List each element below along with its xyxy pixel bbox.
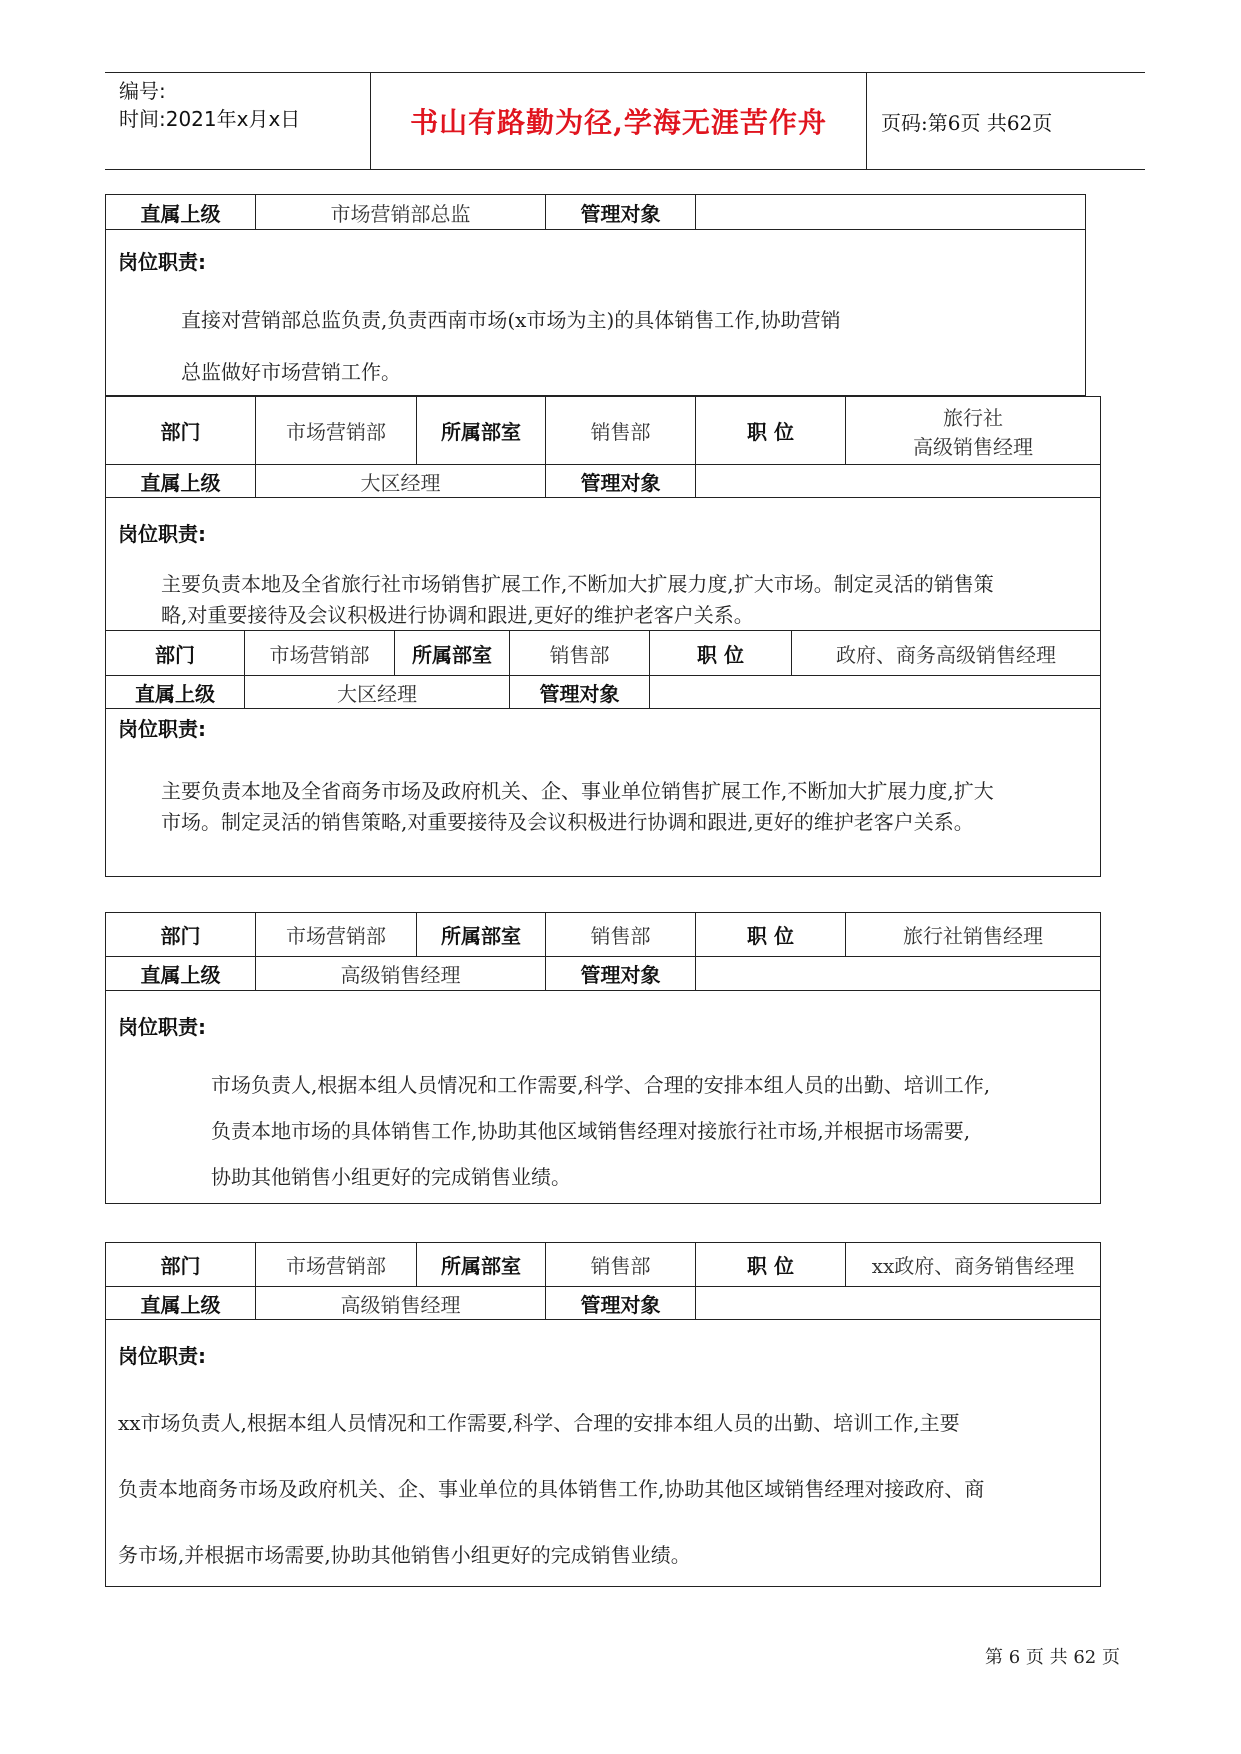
superior-label: 直属上级 <box>106 1287 256 1320</box>
office-value: 销售部 <box>546 1243 696 1287</box>
manage-label: 管理对象 <box>546 195 696 230</box>
header-meta <box>105 73 370 169</box>
duty-cell <box>106 230 1086 396</box>
header-motto: 书山有路勤为径,学海无涯苦作舟 <box>370 73 867 169</box>
page-header <box>105 72 1145 170</box>
manage-value <box>650 676 1101 709</box>
duty-text-line: 协助其他销售小组更好的完成销售业绩。 <box>211 1165 571 1189</box>
superior-value: 大区经理 <box>256 465 546 498</box>
office-value: 销售部 <box>510 631 650 676</box>
superior-label: 直属上级 <box>106 465 256 498</box>
manage-value <box>696 1287 1101 1320</box>
duty-text-line: 主要负责本地及全省旅行社市场销售扩展工作,不断加大扩展力度,扩大市场。制定灵活的销售策 <box>161 572 994 596</box>
position-value <box>846 397 1101 465</box>
office-label: 所属部室 <box>395 631 510 676</box>
manage-label: 管理对象 <box>546 465 696 498</box>
job-table-2 <box>105 396 1101 631</box>
office-value: 销售部 <box>546 913 696 957</box>
office-label: 所属部室 <box>417 913 546 957</box>
duty-text-line: 务市场,并根据市场需要,协助其他销售小组更好的完成销售业绩。 <box>118 1543 691 1567</box>
duty-text-line: xx市场负责人,根据本组人员情况和工作需要,科学、合理的安排本组人员的出勤、培训工作,主要 <box>118 1411 960 1435</box>
position-label: 职 位 <box>696 1243 846 1287</box>
department-value: 市场营销部 <box>245 631 395 676</box>
department-label: 部门 <box>106 1243 256 1287</box>
department-value: 市场营销部 <box>256 913 417 957</box>
header-page-number: 页码:第6页 共62页 <box>881 110 1053 135</box>
position-label: 职 位 <box>696 913 846 957</box>
department-value: 市场营销部 <box>256 1243 417 1287</box>
job-table-5 <box>105 1242 1101 1587</box>
office-label: 所属部室 <box>417 397 546 465</box>
duty-label: 岗位职责: <box>118 1344 206 1368</box>
duty-cell <box>106 498 1101 631</box>
duty-label: 岗位职责: <box>118 717 206 741</box>
duty-text-line: 负责本地市场的具体销售工作,协助其他区域销售经理对接旅行社市场,并根据市场需要, <box>211 1119 971 1143</box>
duty-text-line: 市场负责人,根据本组人员情况和工作需要,科学、合理的安排本组人员的出勤、培训工作, <box>211 1073 991 1097</box>
duty-cell <box>106 1320 1101 1587</box>
manage-value <box>696 195 1086 230</box>
position-value-line: 高级销售经理 <box>913 434 1033 459</box>
duty-cell <box>106 709 1101 877</box>
office-label: 所属部室 <box>417 1243 546 1287</box>
job-table-1 <box>105 194 1086 396</box>
superior-label: 直属上级 <box>106 957 256 991</box>
document-date: 时间:2021年x月x日 <box>119 107 301 131</box>
superior-value: 大区经理 <box>245 676 510 709</box>
position-value: 旅行社销售经理 <box>846 913 1101 957</box>
duty-cell <box>106 991 1101 1204</box>
position-value-line: 旅行社 <box>943 405 1003 430</box>
department-label: 部门 <box>106 631 245 676</box>
superior-value: 高级销售经理 <box>256 957 546 991</box>
manage-value <box>696 465 1101 498</box>
position-label: 职 位 <box>650 631 792 676</box>
duty-text-line: 负责本地商务市场及政府机关、企、事业单位的具体销售工作,协助其他区域销售经理对接政府、商 <box>118 1477 985 1501</box>
superior-label: 直属上级 <box>106 195 256 230</box>
superior-value: 高级销售经理 <box>256 1287 546 1320</box>
superior-value: 市场营销部总监 <box>256 195 546 230</box>
duty-text-line: 主要负责本地及全省商务市场及政府机关、企、事业单位销售扩展工作,不断加大扩展力度,扩大 <box>161 779 994 803</box>
duty-label: 岗位职责: <box>118 1015 206 1039</box>
manage-label: 管理对象 <box>546 1287 696 1320</box>
manage-value <box>696 957 1101 991</box>
job-table-3 <box>105 630 1101 877</box>
duty-text-line: 市场。制定灵活的销售策略,对重要接待及会议积极进行协调和跟进,更好的维护老客户关系。 <box>161 810 974 834</box>
department-value: 市场营销部 <box>256 397 417 465</box>
job-table-4 <box>105 912 1101 1204</box>
duty-text-line: 总监做好市场营销工作。 <box>181 360 401 384</box>
department-label: 部门 <box>106 913 256 957</box>
duty-text-line: 直接对营销部总监负责,负责西南市场(x市场为主)的具体销售工作,协助营销 <box>181 308 841 332</box>
duty-label: 岗位职责: <box>118 250 206 274</box>
document-number: 编号: <box>119 79 166 103</box>
superior-label: 直属上级 <box>106 676 245 709</box>
position-value: 政府、商务高级销售经理 <box>792 631 1101 676</box>
duty-label: 岗位职责: <box>118 522 206 546</box>
manage-label: 管理对象 <box>546 957 696 991</box>
duty-text-line: 略,对重要接待及会议积极进行协调和跟进,更好的维护老客户关系。 <box>161 603 754 627</box>
manage-label: 管理对象 <box>510 676 650 709</box>
department-label: 部门 <box>106 397 256 465</box>
office-value: 销售部 <box>546 397 696 465</box>
position-label: 职 位 <box>696 397 846 465</box>
page-footer: 第 6 页 共 62 页 <box>985 1647 1120 1668</box>
position-value: xx政府、商务销售经理 <box>846 1243 1101 1287</box>
